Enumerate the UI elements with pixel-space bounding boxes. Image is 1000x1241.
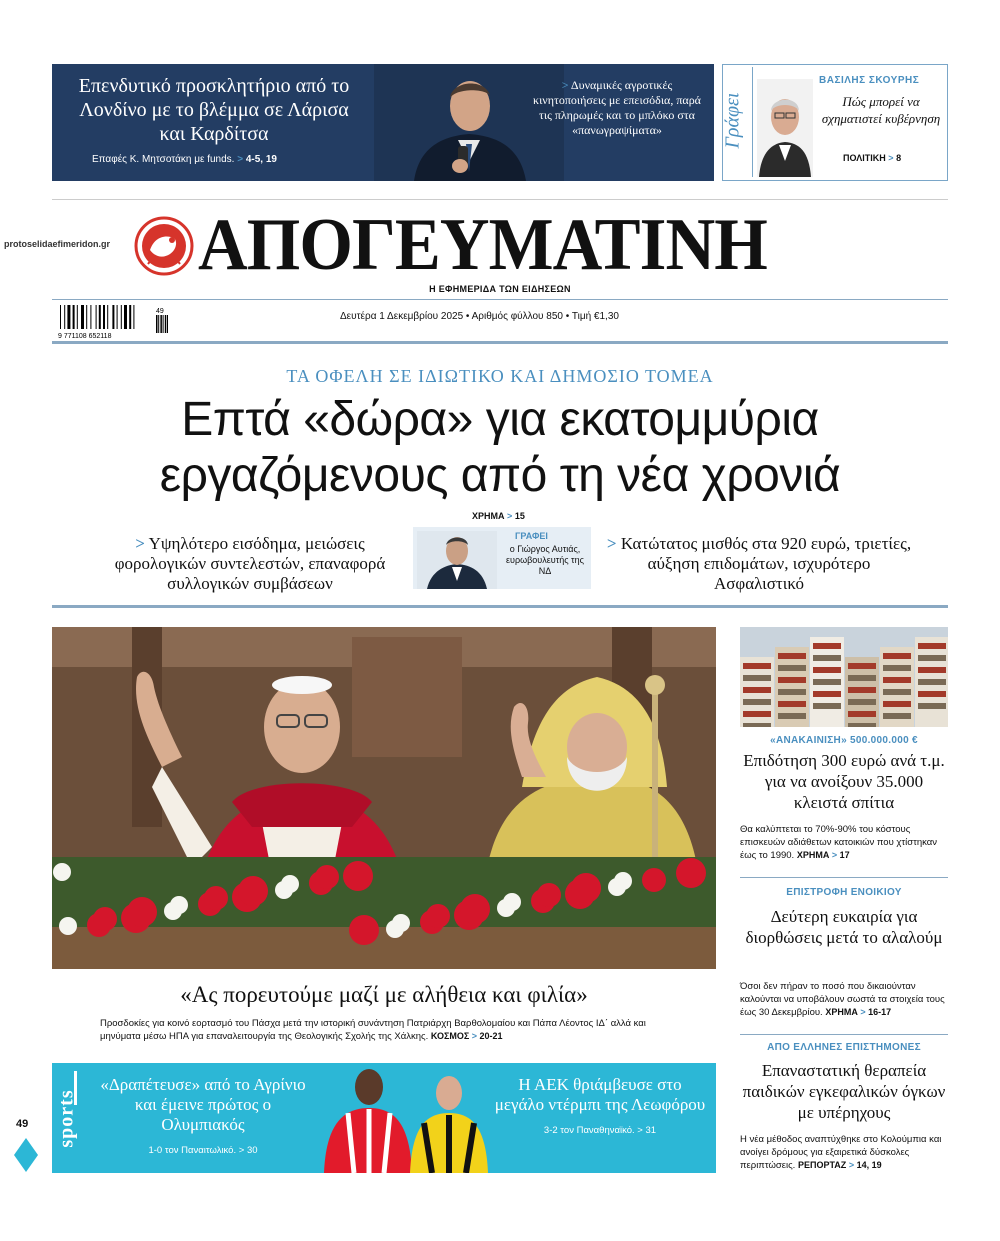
promo-left-sub-text: Επαφές Κ. Μητσοτάκη με funds.	[92, 154, 235, 165]
newspaper-logo	[134, 216, 194, 276]
masthead-title: ΑΠΟΓΕΥΜΑΤΙΝΗ	[198, 204, 767, 286]
arrow-icon: >	[471, 1031, 478, 1041]
section-label: ΧΡΗΜΑ	[825, 1007, 858, 1017]
photo-caption-headline[interactable]: «Ας πορευτούμε μαζί με αλήθεια και φιλία»	[180, 982, 588, 1007]
page-number: 14, 19	[856, 1160, 882, 1170]
page-number: 8	[896, 153, 902, 163]
story1-kicker: «ΑΝΑΚΑΙΝΙΣΗ» 500.000.000 €	[770, 735, 918, 746]
diamond-icon	[14, 1138, 38, 1172]
barcode-digits: 9 771108 652118	[58, 333, 112, 339]
arrow-icon: >	[135, 534, 145, 553]
footballers-photo	[314, 1063, 494, 1173]
promo-left-page-ref: 4-5, 19	[245, 154, 277, 165]
page-number: 15	[514, 511, 525, 521]
arrow-icon: >	[831, 850, 838, 860]
page-number: 17	[839, 850, 850, 860]
story2-headline[interactable]: Δεύτερη ευκαιρία για διορθώσεις μετά το αλαλούμ	[745, 907, 943, 947]
photo-caption-body	[100, 1017, 672, 1043]
sports-right-story[interactable]	[492, 1075, 708, 1141]
story3-kicker: ΑΠΟ ΕΛΛΗΝΕΣ ΕΠΙΣΤΗΜΟΝΕΣ	[767, 1042, 921, 1053]
sports-left-sub: 1-0 τον Παναιτωλικό. > 30	[148, 1145, 258, 1156]
source-watermark: protoselidaefimeridon.gr	[4, 239, 111, 249]
columnist-photo	[757, 79, 813, 177]
arrow-icon: >	[507, 511, 513, 521]
page-number: 30	[246, 1145, 258, 1156]
lead-bullet-left	[100, 534, 400, 594]
divider	[740, 1034, 948, 1035]
bullet-text: Υψηλότερο εισόδημα, μειώσεις φορολογικών συντελεστών, επαναφορά συλλογικών συμβάσεων	[114, 534, 386, 593]
apartment-buildings-photo[interactable]	[740, 627, 948, 727]
story2-body	[740, 980, 952, 1019]
story3-headline[interactable]: Επαναστατική θεραπεία παιδικών εγκεφαλικών όγκων με υπέρηχους	[742, 1061, 946, 1122]
column-title: Πώς μπορεί να σχηματιστεί κυβέρνηση	[821, 94, 941, 126]
promo-band-right[interactable]	[722, 64, 948, 181]
arrow-icon: >	[237, 154, 244, 165]
lead-bullet-right	[604, 534, 914, 594]
story1-headline[interactable]: Επιδότηση 300 ευρώ ανά τ.μ. για να ανοίξουν 35.000 κλειστά σπίτια	[743, 751, 945, 812]
dateline: Δευτέρα 1 Δεκεμβρίου 2025 • Αριθμός φύλλου 850 • Τιμή €1,30	[340, 311, 619, 322]
section-label: ΧΡΗΜΑ	[796, 850, 830, 860]
story2-kicker: ΕΠΙΣΤΡΟΦΗ ΕΝΟΙΚΙΟΥ	[786, 887, 902, 898]
story-text: Όσοι δεν πήραν το ποσό που δικαιούνταν καλούνται να υποβάλουν σωστά τα στοιχεία τους έως 30 Δεκεμβρίου.	[740, 981, 945, 1018]
lead-kicker: ΤΑ ΟΦΕΛΗ ΣΕ ΙΔΙΩΤΙΚΟ ΚΑΙ ΔΗΜΟΣΙΟ ΤΟΜΕΑ	[286, 366, 714, 386]
masthead-tagline: Η ΕΦΗΜΕΡΙΔΑ ΤΩΝ ΕΙΔΗΣΕΩΝ	[429, 284, 571, 294]
promo-left-side-text: Δυναμικές αγροτικές κινητοποιήσεις με επεισόδια, παρά τις πληρωμές και το μπλόκο στα «πανωγραψίματα»	[533, 78, 701, 137]
side-label-text: Γράφει	[721, 92, 744, 149]
section-label: ΡΕΠΟΡΤΑΖ	[797, 1160, 847, 1170]
section-label: ΠΟΛΙΤΙΚΗ	[843, 153, 886, 163]
column-side-label	[721, 67, 753, 177]
sports-left-story[interactable]	[98, 1075, 308, 1161]
sports-left-headline: «Δραπέτευσε» από το Αγρίνιο και έμεινε πρώτος ο Ολυμπιακός	[100, 1075, 306, 1134]
score-text: 3-2 τον Παναθηναϊκό.	[543, 1125, 635, 1136]
pope-patriarch-photo[interactable]	[52, 627, 716, 969]
inset-label: ΓΡΑΦΕΙ	[515, 531, 548, 541]
arrow-icon: >	[606, 534, 617, 553]
barcode	[58, 305, 170, 339]
page-number: 20-21	[479, 1031, 503, 1041]
sports-label: sports	[55, 1089, 78, 1148]
promo-left-sub	[92, 154, 277, 165]
inset-text: ο Γιώργος Αυτιάς, ευρωβουλευτής της ΝΔ	[506, 544, 584, 576]
sports-right-sub: 3-2 τον Παναθηναϊκό. > 31	[543, 1125, 657, 1136]
lead-page-ref	[472, 511, 525, 521]
bullet-text: Κατώτατος μισθός στα 920 ευρώ, τριετίες, αύξηση επιδομάτων, ισχυρότερο Ασφαλιστικό	[620, 534, 912, 593]
section-label: ΧΡΗΜΑ	[472, 511, 505, 521]
divider	[52, 605, 948, 608]
columnist-photo	[417, 531, 497, 589]
divider	[740, 877, 948, 878]
page-number: 16-17	[868, 1007, 892, 1017]
story-text: Θα καλύπτεται το 70%-90% του κόστους επισκευών αδιάθετων κατοικιών που χτίστηκαν έως το 1990.	[740, 824, 938, 861]
story-text: Η νέα μέθοδος αναπτύχθηκε στο Κολούμπια και ανοίγει δρόμους για εξαιρετικά δύσκολες περιπτώσεις.	[740, 1134, 942, 1171]
lead-headline[interactable]: Επτά «δώρα» για εκατομμύρια εργαζόμενους από τη νέα χρονιά	[159, 393, 841, 502]
caption-text: Προσδοκίες για κοινό εορτασμό του Πάσχα μετά την ιστορική συνάντηση Πατριάρχη Βαρθολομαίου και Πάπα Λέοντος ΙΔ΄ αλλά και μηνύματα μέσω ΗΠΑ για επαναλειτουργία της Θεολογικής Σχολής της Χάλκης.	[100, 1018, 646, 1042]
sports-band[interactable]	[52, 1063, 716, 1173]
columnist-name: ΒΑΣΙΛΗΣ ΣΚΟΥΡΗΣ	[819, 75, 920, 86]
score-text: 1-0 τον Παναιτωλικό.	[148, 1145, 237, 1156]
promo-left-side-story	[532, 78, 702, 138]
promo-left-headline: Επενδυτικό προσκλητήριο από το Λονδίνο με το βλέμμα σε Λάρισα και Καρδίτσα	[78, 75, 350, 145]
arrow-icon: >	[888, 153, 894, 163]
story3-body	[740, 1133, 952, 1172]
column-page-ref	[843, 153, 901, 163]
arrow-icon: >	[561, 78, 569, 92]
arrow-icon: >	[860, 1007, 866, 1017]
divider	[52, 341, 948, 344]
arrow-icon: >	[848, 1160, 855, 1170]
story1-body	[740, 823, 952, 862]
promo-band-left[interactable]	[52, 64, 714, 181]
section-label: ΚΟΣΜΟΣ	[430, 1031, 470, 1041]
barcode-addon: 49	[156, 308, 164, 315]
divider	[52, 199, 948, 200]
divider	[52, 299, 948, 300]
page-number-marker: 49	[16, 1118, 29, 1130]
sports-right-headline: Η ΑΕΚ θριάμβευσε στο μεγάλο ντέρμπι της Λεωφόρου	[494, 1075, 706, 1114]
columnist-inset[interactable]	[413, 527, 591, 589]
page-number: 31	[645, 1125, 657, 1136]
